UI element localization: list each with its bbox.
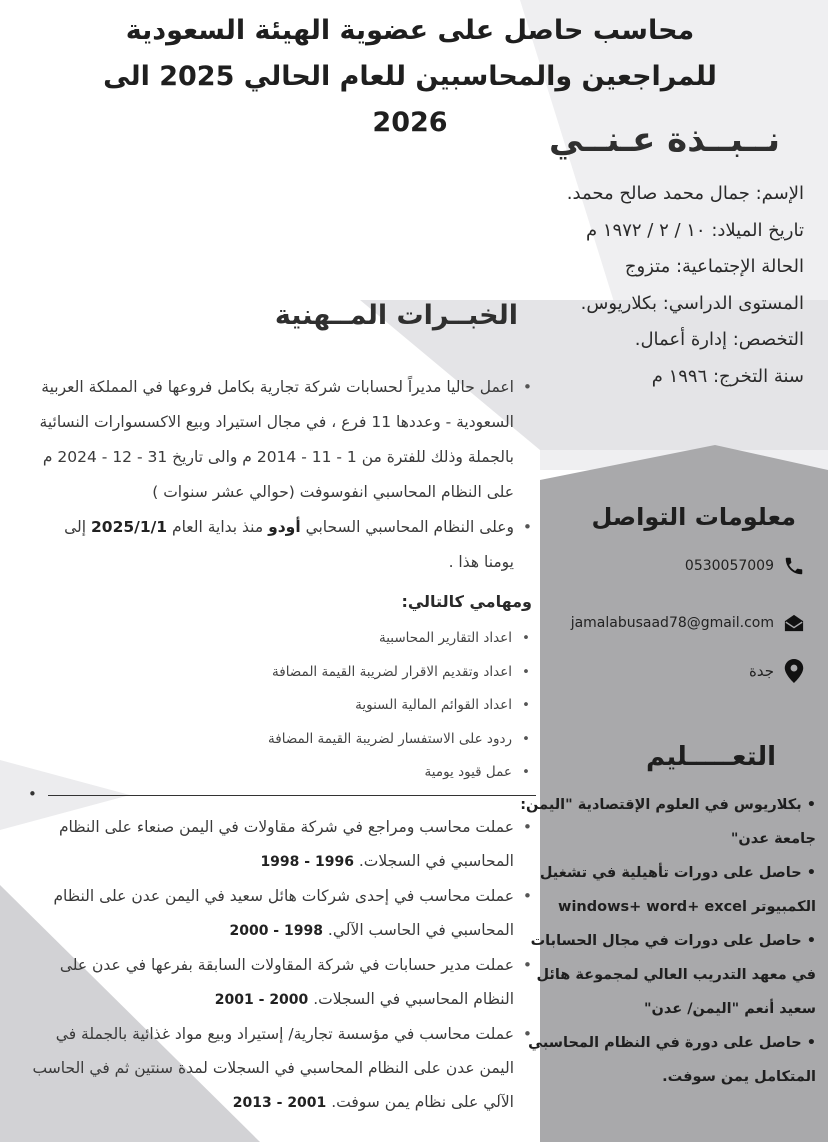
past-job-text: عملت مدير حسابات في شركة المقاولات السابقة بفرعها في عدن على النظام المحاسبي في السجلات. [59, 956, 514, 1008]
separator-dot: • [28, 785, 37, 803]
education-list [510, 788, 816, 1094]
odoo-experience [32, 510, 532, 580]
past-job [32, 810, 532, 879]
past-job-years: 2001 - 2013 [232, 1095, 327, 1111]
odoo-pre: وعلى النظام المحاسبي السحابي [300, 518, 514, 536]
location-pin-icon [782, 659, 806, 683]
phone-icon [782, 554, 806, 578]
odoo-name: أودو [268, 518, 301, 536]
about-heading: نــبــذة عـنــي [548, 120, 780, 160]
current-job: • اعمل حاليا مديراً لحسابات شركة تجارية بكامل فروعها في المملكة العربية السعودية - وعددها 11 فرع ، في مجال استيراد وبيع الاكسسوارات النسائية بالجملة وذلك للفترة من 1 - 11 - 2014 م والى تاريخ 31 - 12 - 2024 م على النظام المحاسبي انفوسوفت (حوالي عشر سنوات ) [32, 370, 532, 510]
odoo-mid: منذ بداية العام [167, 518, 269, 536]
odoo-date: 2025/1/1 [91, 518, 168, 536]
about-name: الإسم: جمال محمد صالح محمد. [566, 183, 804, 204]
title-line-1: محاسب حاصل على عضوية الهيئة السعودية [125, 15, 695, 46]
education-item: • حاصل على دورات تأهيلية في تشغيل الكمبيوتر windows+ word+ excel [539, 865, 816, 915]
separator-line [48, 795, 536, 796]
about-graduation-year: سنة التخرج: ١٩٩٦ م [651, 365, 804, 387]
task-item: • اعداد التقارير المحاسبية [52, 622, 532, 656]
past-job [32, 879, 532, 948]
about-list [504, 176, 804, 395]
phone-number[interactable]: 0530057009 [684, 558, 774, 574]
current-experience-list [32, 370, 532, 580]
about-major: التخصص: إدارة أعمال. [634, 329, 804, 350]
past-job [32, 1017, 532, 1120]
past-job-years: 1996 - 1998 [260, 854, 354, 870]
about-marital-status: الحالة الإجتماعية: متزوج [624, 256, 804, 277]
title-line-3: 2026 [372, 107, 448, 138]
education-item: • حاصل على دورات في مجال الحسابات في معهد التدريب العالي لمجموعة هائل سعيد أنعم "اليمن/ عدن" [530, 933, 816, 1017]
past-job-years: 1998 - 2000 [229, 923, 323, 939]
experience-heading: الخبــرات المــهنية [274, 300, 518, 331]
city-name: جدة [748, 662, 774, 680]
past-experience-list [32, 810, 532, 1120]
past-job [32, 948, 532, 1017]
tasks-list [52, 622, 532, 790]
past-job-years: 2000 - 2001 [214, 992, 309, 1008]
past-job-text: عملت محاسب في إحدى شركات هائل سعيد في اليمن عدن على النظام المحاسبي في الحاسب الآلي. [53, 887, 514, 939]
about-education-level: المستوى الدراسي: بكلاريوس. [580, 292, 804, 314]
tasks-title: ومهامي كالتالي: [401, 592, 532, 611]
education-item: • حاصل على دورة في النظام المحاسبي المتكامل يمن سوفت. [528, 1035, 816, 1085]
education-heading: التعـــــليم [645, 742, 776, 772]
odoo-post: إلى يومنا هذا . [64, 518, 514, 571]
task-item: • اعداد القوائم المالية السنوية [52, 689, 532, 723]
contact-city-row [749, 659, 806, 683]
past-job-text: عملت محاسب ومراجع في شركة مقاولات في اليمن صنعاء على النظام المحاسبي في السجلات. [58, 818, 514, 870]
task-item: • ردود على الاستفسار لضريبة القيمة المضافة [52, 723, 532, 757]
email-address[interactable]: jamalabusaad78@gmail.com [570, 615, 774, 631]
title-line-2: للمراجعين والمحاسبين للعام الحالي 2025 الى [103, 61, 717, 92]
task-item: • اعداد وتقديم الاقرار لضريبة القيمة المضافة [52, 656, 532, 690]
contact-heading: معلومات التواصل [591, 503, 796, 531]
past-job-text: عملت محاسب في مؤسسة تجارية/ إستيراد وبيع مواد غذائية بالجملة في اليمن عدن على النظام المحاسبي في السجلات لمدة سنتين ثم في الحاسب الآلي على نظام يمن سوفت. [32, 1025, 514, 1111]
education-item: • بكلاريوس في العلوم الإقتصادية "اليمن: جامعة عدن" [520, 797, 816, 847]
contact-phone-row[interactable] [685, 554, 806, 578]
about-birthdate: تاريخ الميلاد: ١٠ / ٢ / ١٩٧٢ م [586, 219, 804, 241]
envelope-icon [782, 611, 806, 635]
task-item: • عمل قيود يومية [52, 756, 532, 790]
contact-email-row[interactable] [571, 611, 806, 635]
